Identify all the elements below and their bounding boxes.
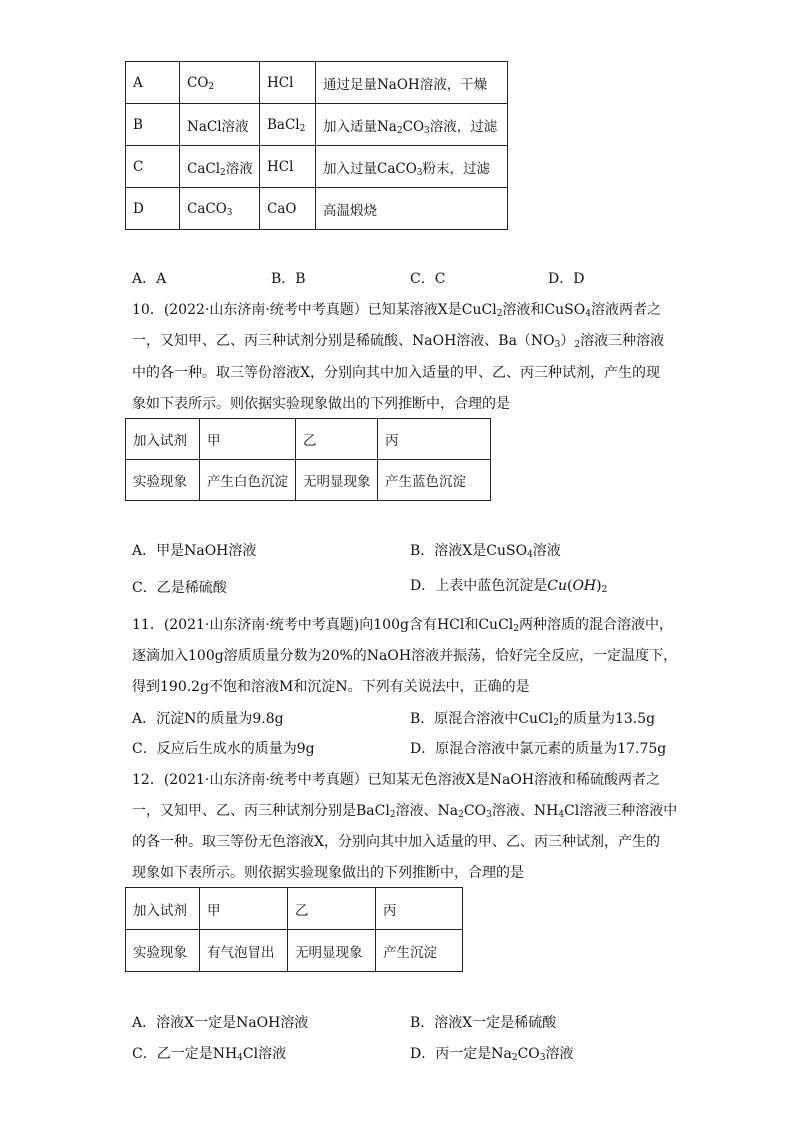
q10-option-b[interactable]: B．溶液X是CuSO$_4$溶液 <box>410 543 561 560</box>
table-cell: 加入试剂 <box>126 888 200 930</box>
q11-option-d[interactable]: D．原混合溶液中氯元素的质量为17.75g <box>410 741 667 757</box>
table-cell: 乙 <box>296 419 378 460</box>
table-cell: 实验现象 <box>126 930 200 972</box>
table-cell: 产生沉淀 <box>376 930 463 972</box>
table-cell: BaCl$_2$ <box>260 104 316 146</box>
table-cell: 加入试剂 <box>126 419 200 460</box>
table-cell: HCl <box>260 62 316 104</box>
table-cell: 乙 <box>288 888 376 930</box>
table-row <box>126 419 491 460</box>
q12-option-d[interactable]: D．丙一定是$Na_2CO_3$溶液 <box>410 1046 574 1063</box>
q10-option-d[interactable]: D．上表中蓝色沉淀是$Cu(OH)_2$ <box>410 578 608 595</box>
q10-text-line: 象如下表所示。则依据实验现象做出的下列推断中，合理的是 <box>132 396 510 412</box>
table-cell: A <box>126 62 180 104</box>
q12-text-line: 12．(2021·山东济南·统考中考真题）已知某无色溶液X是NaOH溶液和稀硫酸两者之 <box>132 772 661 788</box>
table-row <box>126 104 508 146</box>
table-row <box>126 930 463 972</box>
q12-text-line: 的各一种。取三等份无色溶液X，分别向其中加入适量的甲、乙、丙三种试剂，产生的 <box>132 834 660 850</box>
table-cell: NaCl溶液 <box>180 104 260 146</box>
q9-option-d[interactable]: D．D <box>548 271 585 287</box>
q10-option-c[interactable]: C．乙是稀硫酸 <box>132 580 227 596</box>
table-row <box>126 188 508 230</box>
table-row <box>126 62 508 104</box>
table-cell: HCl <box>260 146 316 188</box>
table-cell: 加入适量$Na_2CO_3$溶液，过滤 <box>316 104 508 146</box>
q11-text-line: 11．(2021·山东济南·统考中考真题)向100g含有HCl和CuCl$_2$两种溶质的混合溶液中， <box>132 617 674 634</box>
table-row <box>126 888 463 930</box>
q10-text-line: 中的各一种。取三等份溶液X，分别向其中加入适量的甲、乙、丙三种试剂，产生的现 <box>132 365 660 381</box>
q11-option-c[interactable]: C．反应后生成水的质量为9g <box>132 741 315 757</box>
table-cell: 甲 <box>200 888 288 930</box>
table-cell: CaCl$_2$溶液 <box>180 146 260 188</box>
q12-option-b[interactable]: B．溶液X一定是稀硫酸 <box>410 1015 557 1031</box>
table-cell: 加入过量CaCO$_3$粉末，过滤 <box>316 146 508 188</box>
table-cell: 丙 <box>376 888 463 930</box>
q11-option-b[interactable]: B．原混合溶液中CuCl$_2$的质量为13.5g <box>410 711 656 728</box>
q12-option-a[interactable]: A．溶液X一定是NaOH溶液 <box>132 1015 309 1031</box>
q12-text-line: 现象如下表所示。则依据实验现象做出的下列推断中，合理的是 <box>132 865 524 881</box>
q11-text-line: 得到190.2g不饱和溶液M和沉淀N。下列有关说法中，正确的是 <box>132 679 530 695</box>
q11-option-a[interactable]: A．沉淀N的质量为9.8g <box>132 711 284 727</box>
table-cell: 丙 <box>378 419 491 460</box>
table-row <box>126 146 508 188</box>
q10-option-a[interactable]: A．甲是NaOH溶液 <box>132 543 257 559</box>
table-cell: 无明显现象 <box>288 930 376 972</box>
table-cell: 通过足量NaOH溶液，干燥 <box>316 62 508 104</box>
q12-text-line: 一，又知甲、乙、丙三种试剂分别是BaCl$_2$溶液、$Na_2CO_3$溶液、$NH_4Cl$溶液三种溶液中 <box>132 803 678 820</box>
table-cell: 实验现象 <box>126 460 200 501</box>
table-cell: CaO <box>260 188 316 230</box>
q12-option-c[interactable]: C．乙一定是$NH_4Cl$溶液 <box>132 1046 287 1063</box>
q12-table <box>125 887 463 972</box>
table-cell: $CO_2$ <box>180 62 260 104</box>
table-cell: 产生白色沉淀 <box>200 460 296 501</box>
table-row <box>126 460 491 501</box>
q10-table <box>125 418 491 501</box>
q9-table <box>125 61 508 230</box>
table-cell: C <box>126 146 180 188</box>
table-cell: CaCO$_3$ <box>180 188 260 230</box>
q10-text-line: 一，又知甲、乙、丙三种试剂分别是稀硫酸、NaOH溶液、$Ba(NO_3)_2$溶液三种溶液 <box>132 333 665 350</box>
table-cell: D <box>126 188 180 230</box>
table-cell: 产生蓝色沉淀 <box>378 460 491 501</box>
table-cell: 有气泡冒出 <box>200 930 288 972</box>
q11-text-line: 逐滴加入100g溶质质量分数为20%的NaOH溶液并振荡，恰好完全反应，一定温度下， <box>132 648 678 664</box>
q9-option-a[interactable]: A．A <box>132 271 167 287</box>
table-cell: 甲 <box>200 419 296 460</box>
table-cell: 高温煅烧 <box>316 188 508 230</box>
q9-option-c[interactable]: C．C <box>410 271 446 287</box>
q9-option-b[interactable]: B．B <box>271 271 306 287</box>
table-cell: B <box>126 104 180 146</box>
table-cell: 无明显现象 <box>296 460 378 501</box>
q10-text-line: 10．(2022·山东济南·统考中考真题）已知某溶液X是CuCl$_2$溶液和CuSO$_4$溶液两者之 <box>132 302 661 319</box>
